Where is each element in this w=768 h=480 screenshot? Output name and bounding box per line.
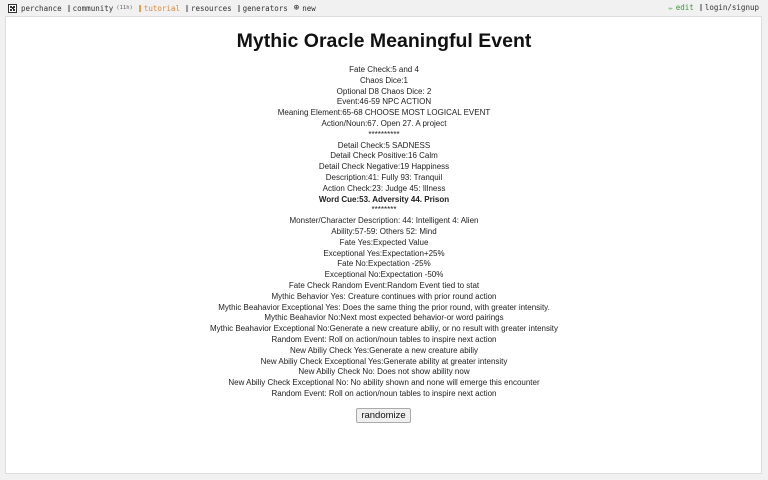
result-line: Mythic Behavior Yes: Creature continues with prior round action (271, 291, 497, 301)
result-line: Action/Noun:67. Open 27. A project (321, 118, 447, 128)
nav-new[interactable] (294, 3, 316, 13)
nav-edit[interactable] (669, 3, 694, 12)
nav-community[interactable] (68, 4, 133, 13)
result-line: Exceptional Yes:Expectation+25% (323, 248, 445, 258)
nav-login-signup[interactable] (700, 3, 759, 12)
bar-icon (68, 5, 70, 12)
bar-icon (139, 5, 141, 12)
result-line: ******** (371, 205, 397, 215)
nav-generators-label: generators (242, 3, 288, 13)
top-nav-right (669, 3, 759, 12)
result-line: New Abiliy Check Exceptional No: No ability shown and none will emerge this encounter (228, 378, 540, 388)
result-line: Word Cue:53. Adversity 44. Prison (318, 194, 450, 204)
result-line: Detail Check Positive:16 Calm (330, 151, 438, 161)
result-line: New Abiliy Check Exceptional Yes:Generate ability at greater intensity (260, 356, 508, 366)
result-line: Mythic Beahavior Exceptional Yes: Does the same thing the prior round, with greater intensity. (218, 302, 550, 312)
result-line: Chaos Dice:1 (359, 75, 409, 85)
result-line: Fate Yes:Expected Value (339, 237, 429, 247)
oracle-results (0, 65, 768, 400)
nav-resources-label: resources (190, 3, 232, 13)
top-nav-left (8, 3, 322, 13)
nav-edit-label: edit (675, 3, 694, 12)
result-line: Random Event: Roll on action/noun tables to inspire next action (271, 334, 497, 344)
result-line: New Abiliy Check No: Does not show ability now (298, 367, 470, 377)
result-line: Action Check:23: Judge 45: Illness (322, 183, 446, 193)
nav-community-label: community (72, 3, 114, 13)
randomize-button[interactable]: randomize (356, 408, 411, 423)
result-line: ********** (368, 129, 400, 139)
dice-icon (8, 4, 17, 13)
nav-tutorial-label: tutorial (143, 3, 180, 13)
result-line: Mythic Beahavior No:Next most expected behavior-or word pairings (264, 313, 504, 323)
plus-circle-icon: ⊕ (293, 3, 300, 13)
result-line: Fate Check Random Event:Random Event tied to stat (288, 280, 480, 290)
nav-new-label: new (302, 3, 316, 13)
nav-resources[interactable] (186, 4, 232, 13)
result-line: Mythic Beahavior Exceptional No:Generate a new creature abiliy, or no result with greater intensity (209, 324, 559, 334)
result-line: Event:46-59 NPC ACTION (336, 97, 432, 107)
bar-icon (238, 5, 240, 12)
bar-icon (700, 4, 702, 11)
result-line: Fate Check:5 and 4 (349, 65, 419, 74)
result-line: Detail Check Negative:19 Happiness (318, 162, 450, 172)
result-line: Meaning Element:65-68 CHOOSE MOST LOGICAL EVENT (277, 108, 491, 118)
result-line: New Abiliy Check Yes:Generate a new creature abiliy (289, 345, 479, 355)
result-line: Monster/Character Description: 44: Intelligent 4: Alien (289, 216, 479, 226)
pencil-icon: ✏ (668, 3, 673, 12)
community-count: (11h) (116, 5, 133, 11)
bar-icon (186, 5, 188, 12)
nav-perchance-label: perchance (21, 3, 62, 13)
page-title: Mythic Oracle Meaningful Event (236, 30, 532, 52)
result-line: Fate No:Expectation -25% (337, 259, 431, 269)
nav-login-label: login/signup (704, 3, 759, 12)
result-line: Exceptional No:Expectation -50% (324, 270, 444, 280)
nav-perchance[interactable] (8, 4, 62, 13)
result-line: Random Event: Roll on action/noun tables to inspire next action (271, 388, 497, 398)
result-line: Detail Check:5 SADNESS (337, 140, 431, 150)
result-line: Optional D8 Chaos Dice: 2 (336, 86, 432, 96)
nav-generators[interactable] (238, 4, 288, 13)
top-nav-bar (0, 0, 768, 16)
result-line: Ability:57-59: Others 52: Mind (331, 226, 437, 236)
result-line: Description:41: Fully 93: Tranquil (325, 172, 443, 182)
nav-tutorial[interactable] (139, 4, 180, 13)
